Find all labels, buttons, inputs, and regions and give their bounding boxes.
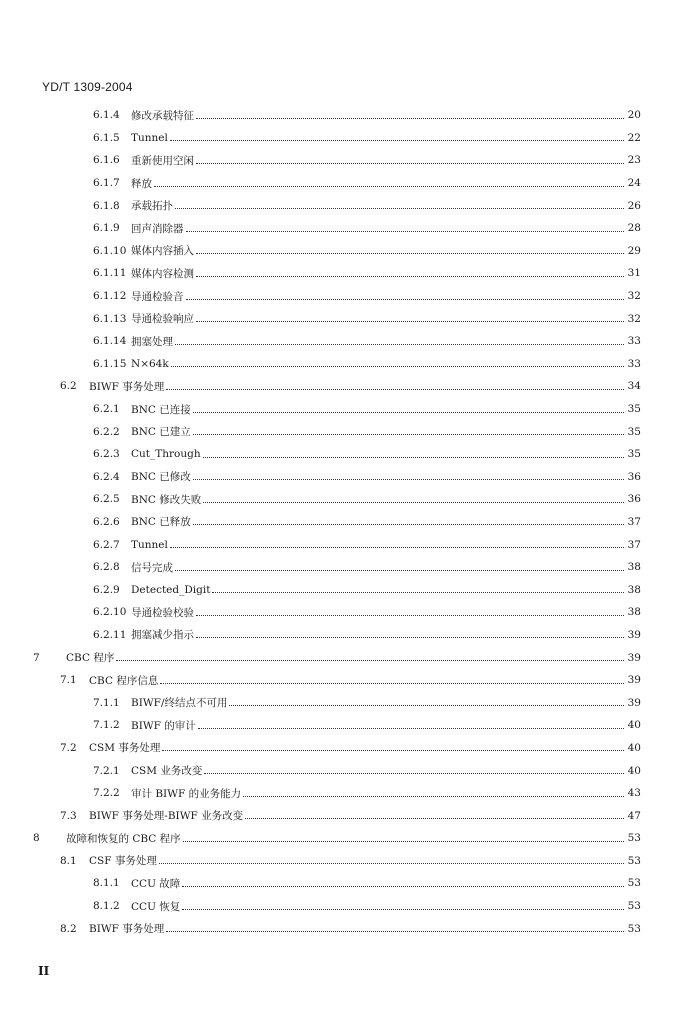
toc-entry-title: BNC 已修改 bbox=[131, 471, 191, 484]
toc-dot-leader bbox=[203, 502, 624, 503]
toc-entry-number: 8.2 bbox=[60, 922, 77, 935]
toc-dot-leader bbox=[116, 660, 624, 661]
toc-entry[interactable] bbox=[93, 488, 685, 511]
toc-entry-page: 26 bbox=[627, 199, 641, 212]
toc-dot-leader bbox=[170, 140, 624, 141]
toc-dot-leader bbox=[196, 118, 624, 119]
toc-entry-title: CCU 故障 bbox=[131, 877, 181, 890]
toc-entry-title: 审计 BIWF 的业务能力 bbox=[131, 787, 242, 800]
toc-entry-number: 6.1.15 bbox=[93, 357, 127, 370]
toc-entry-title: Tunnel bbox=[131, 538, 168, 551]
toc-entry-number: 7.2.1 bbox=[93, 764, 120, 777]
toc-entry-number: 6.2.6 bbox=[93, 515, 120, 528]
toc-entry-number: 6.1.6 bbox=[93, 154, 120, 167]
toc-entry[interactable] bbox=[60, 669, 685, 692]
toc-entry-number: 7.1.1 bbox=[93, 696, 120, 709]
toc-entry-title: 媒体内容插入 bbox=[131, 245, 194, 258]
toc-entry-page: 33 bbox=[627, 357, 641, 370]
toc-entry[interactable] bbox=[93, 240, 685, 263]
toc-entry-page: 31 bbox=[627, 267, 641, 280]
toc-entry-number: 6.2.1 bbox=[93, 403, 120, 416]
toc-entry-page: 43 bbox=[627, 787, 641, 800]
toc-entry[interactable] bbox=[93, 285, 685, 308]
toc-dot-leader bbox=[196, 321, 624, 322]
toc-entry[interactable] bbox=[93, 420, 685, 443]
toc-entry[interactable] bbox=[93, 262, 685, 285]
toc-entry-title: N×64k bbox=[131, 357, 169, 370]
toc-dot-leader bbox=[182, 909, 624, 910]
toc-entry-number: 6.1.10 bbox=[93, 244, 127, 257]
toc-entry-title: 故障和恢复的 CBC 程序 bbox=[66, 832, 181, 845]
toc-entry-number: 8 bbox=[33, 832, 40, 845]
toc-entry-page: 39 bbox=[627, 674, 641, 687]
toc-entry-page: 22 bbox=[627, 131, 641, 144]
toc-entry-title: 拥塞减少指示 bbox=[131, 629, 194, 642]
toc-entry-page: 37 bbox=[627, 515, 641, 528]
toc-entry-title: CCU 恢复 bbox=[131, 900, 181, 913]
toc-dot-leader bbox=[182, 886, 624, 887]
toc-dot-leader bbox=[198, 728, 624, 729]
toc-entry[interactable] bbox=[93, 307, 685, 330]
toc-entry-page: 40 bbox=[627, 741, 641, 754]
toc-entry[interactable] bbox=[93, 443, 685, 466]
toc-entry[interactable] bbox=[60, 804, 685, 827]
toc-entry-page: 53 bbox=[627, 854, 641, 867]
toc-entry-page: 35 bbox=[627, 425, 641, 438]
toc-entry-number: 6.1.11 bbox=[93, 267, 127, 280]
toc-entry-number: 6.2.4 bbox=[93, 470, 120, 483]
toc-entry-number: 6.2.2 bbox=[93, 425, 120, 438]
toc-entry[interactable] bbox=[93, 714, 685, 737]
toc-dot-leader bbox=[171, 366, 624, 367]
toc-entry[interactable] bbox=[93, 601, 685, 624]
toc-dot-leader bbox=[196, 276, 624, 277]
toc-entry-page: 23 bbox=[627, 154, 641, 167]
toc-entry-title: CBC 程序 bbox=[66, 652, 115, 665]
toc-entry-page: 39 bbox=[627, 696, 641, 709]
toc-dot-leader bbox=[166, 389, 624, 390]
toc-entry-title: 媒体内容检测 bbox=[131, 267, 194, 280]
toc-entry-page: 28 bbox=[627, 222, 641, 235]
toc-entry[interactable] bbox=[60, 737, 685, 760]
toc-entry-title: CSM 业务改变 bbox=[131, 765, 203, 778]
toc-entry-page: 38 bbox=[627, 561, 641, 574]
toc-dot-leader bbox=[196, 163, 624, 164]
toc-entry-number: 6.2.9 bbox=[93, 583, 120, 596]
toc-entry-page: 34 bbox=[627, 380, 641, 393]
toc-entry-page: 38 bbox=[627, 583, 641, 596]
toc-entry-title: CSM 事务处理 bbox=[89, 742, 161, 755]
toc-entry-page: 36 bbox=[627, 493, 641, 506]
toc-entry[interactable] bbox=[93, 194, 685, 217]
toc-entry-page: 40 bbox=[627, 764, 641, 777]
toc-entry-page: 33 bbox=[627, 335, 641, 348]
toc-dot-leader bbox=[183, 841, 624, 842]
page-number: II bbox=[38, 964, 50, 978]
toc-entry-number: 7 bbox=[33, 651, 40, 664]
toc-entry[interactable] bbox=[93, 578, 685, 601]
toc-dot-leader bbox=[154, 186, 624, 187]
toc-entry-title: 重新使用空闲 bbox=[131, 154, 194, 167]
toc-entry[interactable] bbox=[60, 375, 685, 398]
toc-entry-page: 35 bbox=[627, 448, 641, 461]
toc-entry-number: 6.1.12 bbox=[93, 290, 127, 303]
toc-entry-number: 7.2.2 bbox=[93, 787, 120, 800]
toc-dot-leader bbox=[193, 434, 624, 435]
toc-entry-page: 53 bbox=[627, 877, 641, 890]
toc-entry-page: 37 bbox=[627, 538, 641, 551]
toc-entry[interactable] bbox=[93, 624, 685, 647]
toc-entry-title: 修改承载特征 bbox=[131, 109, 194, 122]
toc-dot-leader bbox=[170, 547, 624, 548]
toc-entry[interactable] bbox=[33, 827, 685, 850]
toc-dot-leader bbox=[193, 524, 624, 525]
toc-entry-page: 36 bbox=[627, 470, 641, 483]
toc-dot-leader bbox=[204, 773, 624, 774]
toc-entry-title: BNC 修改失败 bbox=[131, 493, 202, 506]
toc-dot-leader bbox=[186, 231, 625, 232]
toc-dot-leader bbox=[245, 818, 624, 819]
toc-entry-number: 6.2.3 bbox=[93, 448, 120, 461]
toc-entry-title: BIWF 的审计 bbox=[131, 719, 196, 732]
toc-entry-number: 6.1.8 bbox=[93, 199, 120, 212]
toc-dot-leader bbox=[196, 637, 624, 638]
toc-entry-title: BNC 已释放 bbox=[131, 516, 191, 529]
toc-dot-leader bbox=[159, 863, 624, 864]
toc-entry[interactable] bbox=[93, 217, 685, 240]
toc-entry-page: 20 bbox=[627, 109, 641, 122]
toc-entry-title: 回声消除器 bbox=[131, 222, 184, 235]
toc-entry-title: 导通检验音 bbox=[131, 290, 184, 303]
toc-entry-title: 承载拓扑 bbox=[131, 200, 173, 213]
toc-entry-number: 6.2.10 bbox=[93, 606, 127, 619]
toc-entry-title: 导通检验校验 bbox=[131, 606, 194, 619]
toc-dot-leader bbox=[175, 570, 624, 571]
toc-entry-number: 6.2.7 bbox=[93, 538, 120, 551]
toc-entry[interactable] bbox=[93, 353, 685, 376]
toc-entry-page: 32 bbox=[627, 290, 641, 303]
toc-entry[interactable] bbox=[93, 782, 685, 805]
toc-dot-leader bbox=[166, 931, 624, 932]
toc-entry[interactable] bbox=[93, 895, 685, 918]
toc-dot-leader bbox=[212, 592, 624, 593]
toc-entry-page: 39 bbox=[627, 628, 641, 641]
toc-dot-leader bbox=[162, 750, 624, 751]
toc-dot-leader bbox=[229, 705, 624, 706]
toc-entry-title: Cut_Through bbox=[131, 448, 201, 461]
toc-entry-number: 7.1 bbox=[60, 674, 77, 687]
toc-entry-number: 6.1.5 bbox=[93, 131, 120, 144]
toc-dot-leader bbox=[203, 457, 624, 458]
toc-entry[interactable] bbox=[93, 872, 685, 895]
toc-entry-title: 拥塞处理 bbox=[131, 335, 173, 348]
toc-dot-leader bbox=[186, 299, 625, 300]
toc-entry[interactable] bbox=[60, 850, 685, 873]
toc-entry[interactable] bbox=[93, 149, 685, 172]
toc-entry-page: 47 bbox=[627, 809, 641, 822]
toc-entry-page: 24 bbox=[627, 177, 641, 190]
toc-entry-title: Detected_Digit bbox=[131, 583, 211, 596]
toc-entry[interactable] bbox=[93, 511, 685, 534]
toc-entry-title: CSF 事务处理 bbox=[89, 855, 157, 868]
toc-entry-title: 导通检验响应 bbox=[131, 313, 194, 326]
toc-entry[interactable] bbox=[93, 691, 685, 714]
toc-entry-page: 39 bbox=[627, 651, 641, 664]
toc-dot-leader bbox=[196, 615, 624, 616]
toc-dot-leader bbox=[193, 412, 624, 413]
toc-entry[interactable] bbox=[93, 127, 685, 150]
toc-entry-page: 53 bbox=[627, 900, 641, 913]
toc-entry[interactable] bbox=[93, 466, 685, 489]
toc-entry-number: 6.2 bbox=[60, 380, 77, 393]
toc-entry-number: 7.1.2 bbox=[93, 719, 120, 732]
toc-entry[interactable] bbox=[93, 172, 685, 195]
toc-entry-number: 8.1.1 bbox=[93, 877, 120, 890]
toc-entry[interactable] bbox=[93, 759, 685, 782]
toc-entry-title: BIWF 事务处理 bbox=[89, 380, 165, 393]
toc-entry-title: Tunnel bbox=[131, 131, 168, 144]
toc-entry-number: 8.1 bbox=[60, 854, 77, 867]
toc-entry-number: 7.3 bbox=[60, 809, 77, 822]
toc-dot-leader bbox=[175, 344, 624, 345]
toc-dot-leader bbox=[193, 479, 624, 480]
toc-entry-title: CBC 程序信息 bbox=[89, 674, 159, 687]
toc-entry-page: 32 bbox=[627, 312, 641, 325]
toc-entry[interactable] bbox=[33, 646, 685, 669]
toc-entry-title: 信号完成 bbox=[131, 561, 173, 574]
toc-entry-title: BIWF/终结点不可用 bbox=[131, 697, 228, 710]
toc-entry[interactable] bbox=[60, 917, 685, 940]
toc-entry-number: 6.1.14 bbox=[93, 335, 127, 348]
toc-entry-title: 释放 bbox=[131, 177, 152, 190]
toc-entry-page: 38 bbox=[627, 606, 641, 619]
toc-dot-leader bbox=[196, 253, 624, 254]
toc-entry-number: 8.1.2 bbox=[93, 900, 120, 913]
toc-entry-number: 6.1.9 bbox=[93, 222, 120, 235]
toc-entry-number: 6.1.13 bbox=[93, 312, 127, 325]
toc-dot-leader bbox=[160, 683, 624, 684]
toc-entry-title: BNC 已建立 bbox=[131, 426, 191, 439]
toc-entry[interactable] bbox=[93, 556, 685, 579]
toc-entry[interactable] bbox=[93, 398, 685, 421]
toc-entry-number: 6.1.4 bbox=[93, 109, 120, 122]
toc-entry-number: 6.1.7 bbox=[93, 177, 120, 190]
toc-entry-number: 7.2 bbox=[60, 741, 77, 754]
toc-entry-page: 40 bbox=[627, 719, 641, 732]
toc-entry-number: 6.2.11 bbox=[93, 628, 127, 641]
toc-dot-leader bbox=[243, 796, 624, 797]
toc-entry[interactable] bbox=[93, 104, 685, 127]
toc-entry[interactable] bbox=[93, 533, 685, 556]
document-code-header: YD/T 1309-2004 bbox=[42, 80, 133, 94]
toc-entry-title: BIWF 事务处理 bbox=[89, 923, 165, 936]
table-of-contents bbox=[0, 104, 685, 940]
toc-entry-title: BNC 已连接 bbox=[131, 403, 191, 416]
toc-entry[interactable] bbox=[93, 330, 685, 353]
toc-entry-page: 29 bbox=[627, 244, 641, 257]
toc-entry-page: 53 bbox=[627, 922, 641, 935]
toc-entry-title: BIWF 事务处理-BIWF 业务改变 bbox=[89, 810, 244, 823]
toc-entry-page: 35 bbox=[627, 403, 641, 416]
toc-entry-number: 6.2.5 bbox=[93, 493, 120, 506]
toc-entry-page: 53 bbox=[627, 832, 641, 845]
toc-dot-leader bbox=[175, 208, 624, 209]
toc-entry-number: 6.2.8 bbox=[93, 561, 120, 574]
